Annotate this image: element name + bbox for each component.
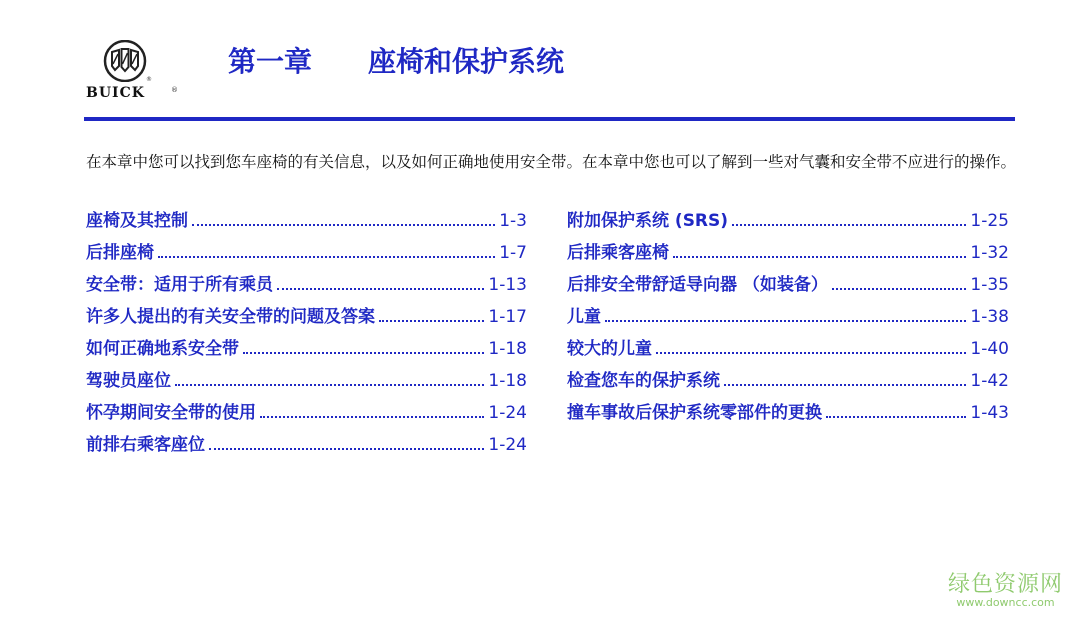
toc-dot-leader [656, 338, 966, 354]
toc-dot-leader [379, 306, 484, 322]
toc-entry-page: 1-42 [970, 371, 1009, 391]
toc-dot-leader [724, 370, 966, 386]
toc-entry-title: 较大的儿童 [567, 339, 652, 359]
toc-entry-title: 安全带：适用于所有乘员 [86, 275, 273, 295]
toc-entry-page: 1-17 [488, 307, 527, 327]
toc-entry[interactable] [86, 206, 527, 238]
wordmark-reg-mark: ® [171, 86, 178, 94]
toc-entry[interactable] [567, 238, 1009, 270]
toc-entry-page: 1-18 [488, 371, 527, 391]
toc-entry[interactable] [86, 398, 527, 430]
toc-entry-page: 1-40 [970, 339, 1009, 359]
toc-left-column [86, 206, 527, 462]
toc-entry[interactable] [567, 366, 1009, 398]
toc-dot-leader [243, 338, 484, 354]
toc-dot-leader [209, 434, 484, 450]
toc-entry[interactable] [567, 270, 1009, 302]
toc-entry-page: 1-18 [488, 339, 527, 359]
toc-dot-leader [192, 210, 495, 226]
toc-entry-title: 后排安全带舒适导向器 （如装备） [567, 275, 828, 295]
watermark-text: 绿色资源网 [947, 572, 1063, 597]
toc-entry-page: 1-35 [970, 275, 1009, 295]
toc-entry[interactable] [86, 238, 527, 270]
toc-entry[interactable] [567, 302, 1009, 334]
chapter-number: 第一章 [228, 45, 313, 78]
toc-entry[interactable] [86, 270, 527, 302]
toc-entry-page: 1-25 [970, 211, 1009, 231]
buick-tri-shield-icon [102, 40, 148, 82]
logo-reg-mark: ® [146, 76, 152, 83]
chapter-title: 座椅和保护系统 [368, 45, 565, 78]
toc-entry-title: 儿童 [567, 307, 601, 327]
toc-entry-title: 许多人提出的有关安全带的问题及答案 [86, 307, 375, 327]
toc-entry-page: 1-7 [499, 243, 527, 263]
toc-entry[interactable] [86, 302, 527, 334]
toc-entry-title: 后排座椅 [86, 243, 154, 263]
watermark-url: www.downcc.com [956, 596, 1055, 609]
toc-entry-page: 1-32 [970, 243, 1009, 263]
logo-wordmark: BUICK [86, 85, 145, 101]
toc-entry-page: 1-24 [488, 435, 527, 455]
toc-dot-leader [277, 274, 484, 290]
toc-entry-title: 撞车事故后保护系统零部件的更换 [567, 403, 822, 423]
toc-entry-title: 检查您车的保护系统 [567, 371, 720, 391]
toc-entry-page: 1-24 [488, 403, 527, 423]
toc-entry-title: 后排乘客座椅 [567, 243, 669, 263]
toc-dot-leader [158, 242, 495, 258]
toc-entry[interactable] [567, 334, 1009, 366]
toc-entry-page: 1-38 [970, 307, 1009, 327]
toc-dot-leader [832, 274, 966, 290]
toc-entry-title: 怀孕期间安全带的使用 [86, 403, 256, 423]
intro-paragraph: 在本章中您可以找到您车座椅的有关信息，以及如何正确地使用安全带。在本章中您也可以了解到一些对气囊和安全带不应进行的操作。 [86, 153, 1017, 171]
toc-entry[interactable] [567, 206, 1009, 238]
toc-dot-leader [826, 402, 966, 418]
toc-dot-leader [605, 306, 966, 322]
toc-entry-title: 驾驶员座位 [86, 371, 171, 391]
toc-entry[interactable] [567, 398, 1009, 430]
watermark [948, 567, 1063, 609]
toc-right-column [567, 206, 1009, 430]
toc-entry-title: 附加保护系统 (SRS) [567, 211, 729, 231]
toc-entry-page: 1-43 [970, 403, 1009, 423]
toc-dot-leader [260, 402, 484, 418]
toc-entry[interactable] [86, 430, 527, 462]
toc-entry-title: 如何正确地系安全带 [86, 339, 239, 359]
toc-entry-title: 前排右乘客座位 [86, 435, 205, 455]
header-divider [84, 117, 1015, 121]
toc-dot-leader [175, 370, 484, 386]
buick-logo [84, 40, 184, 104]
toc-entry-page: 1-3 [499, 211, 527, 231]
toc-entry-title: 座椅及其控制 [86, 211, 188, 231]
toc-entry[interactable] [86, 334, 527, 366]
toc-dot-leader [732, 210, 966, 226]
toc-entry[interactable] [86, 366, 527, 398]
toc-entry-page: 1-13 [488, 275, 527, 295]
toc-dot-leader [673, 242, 966, 258]
